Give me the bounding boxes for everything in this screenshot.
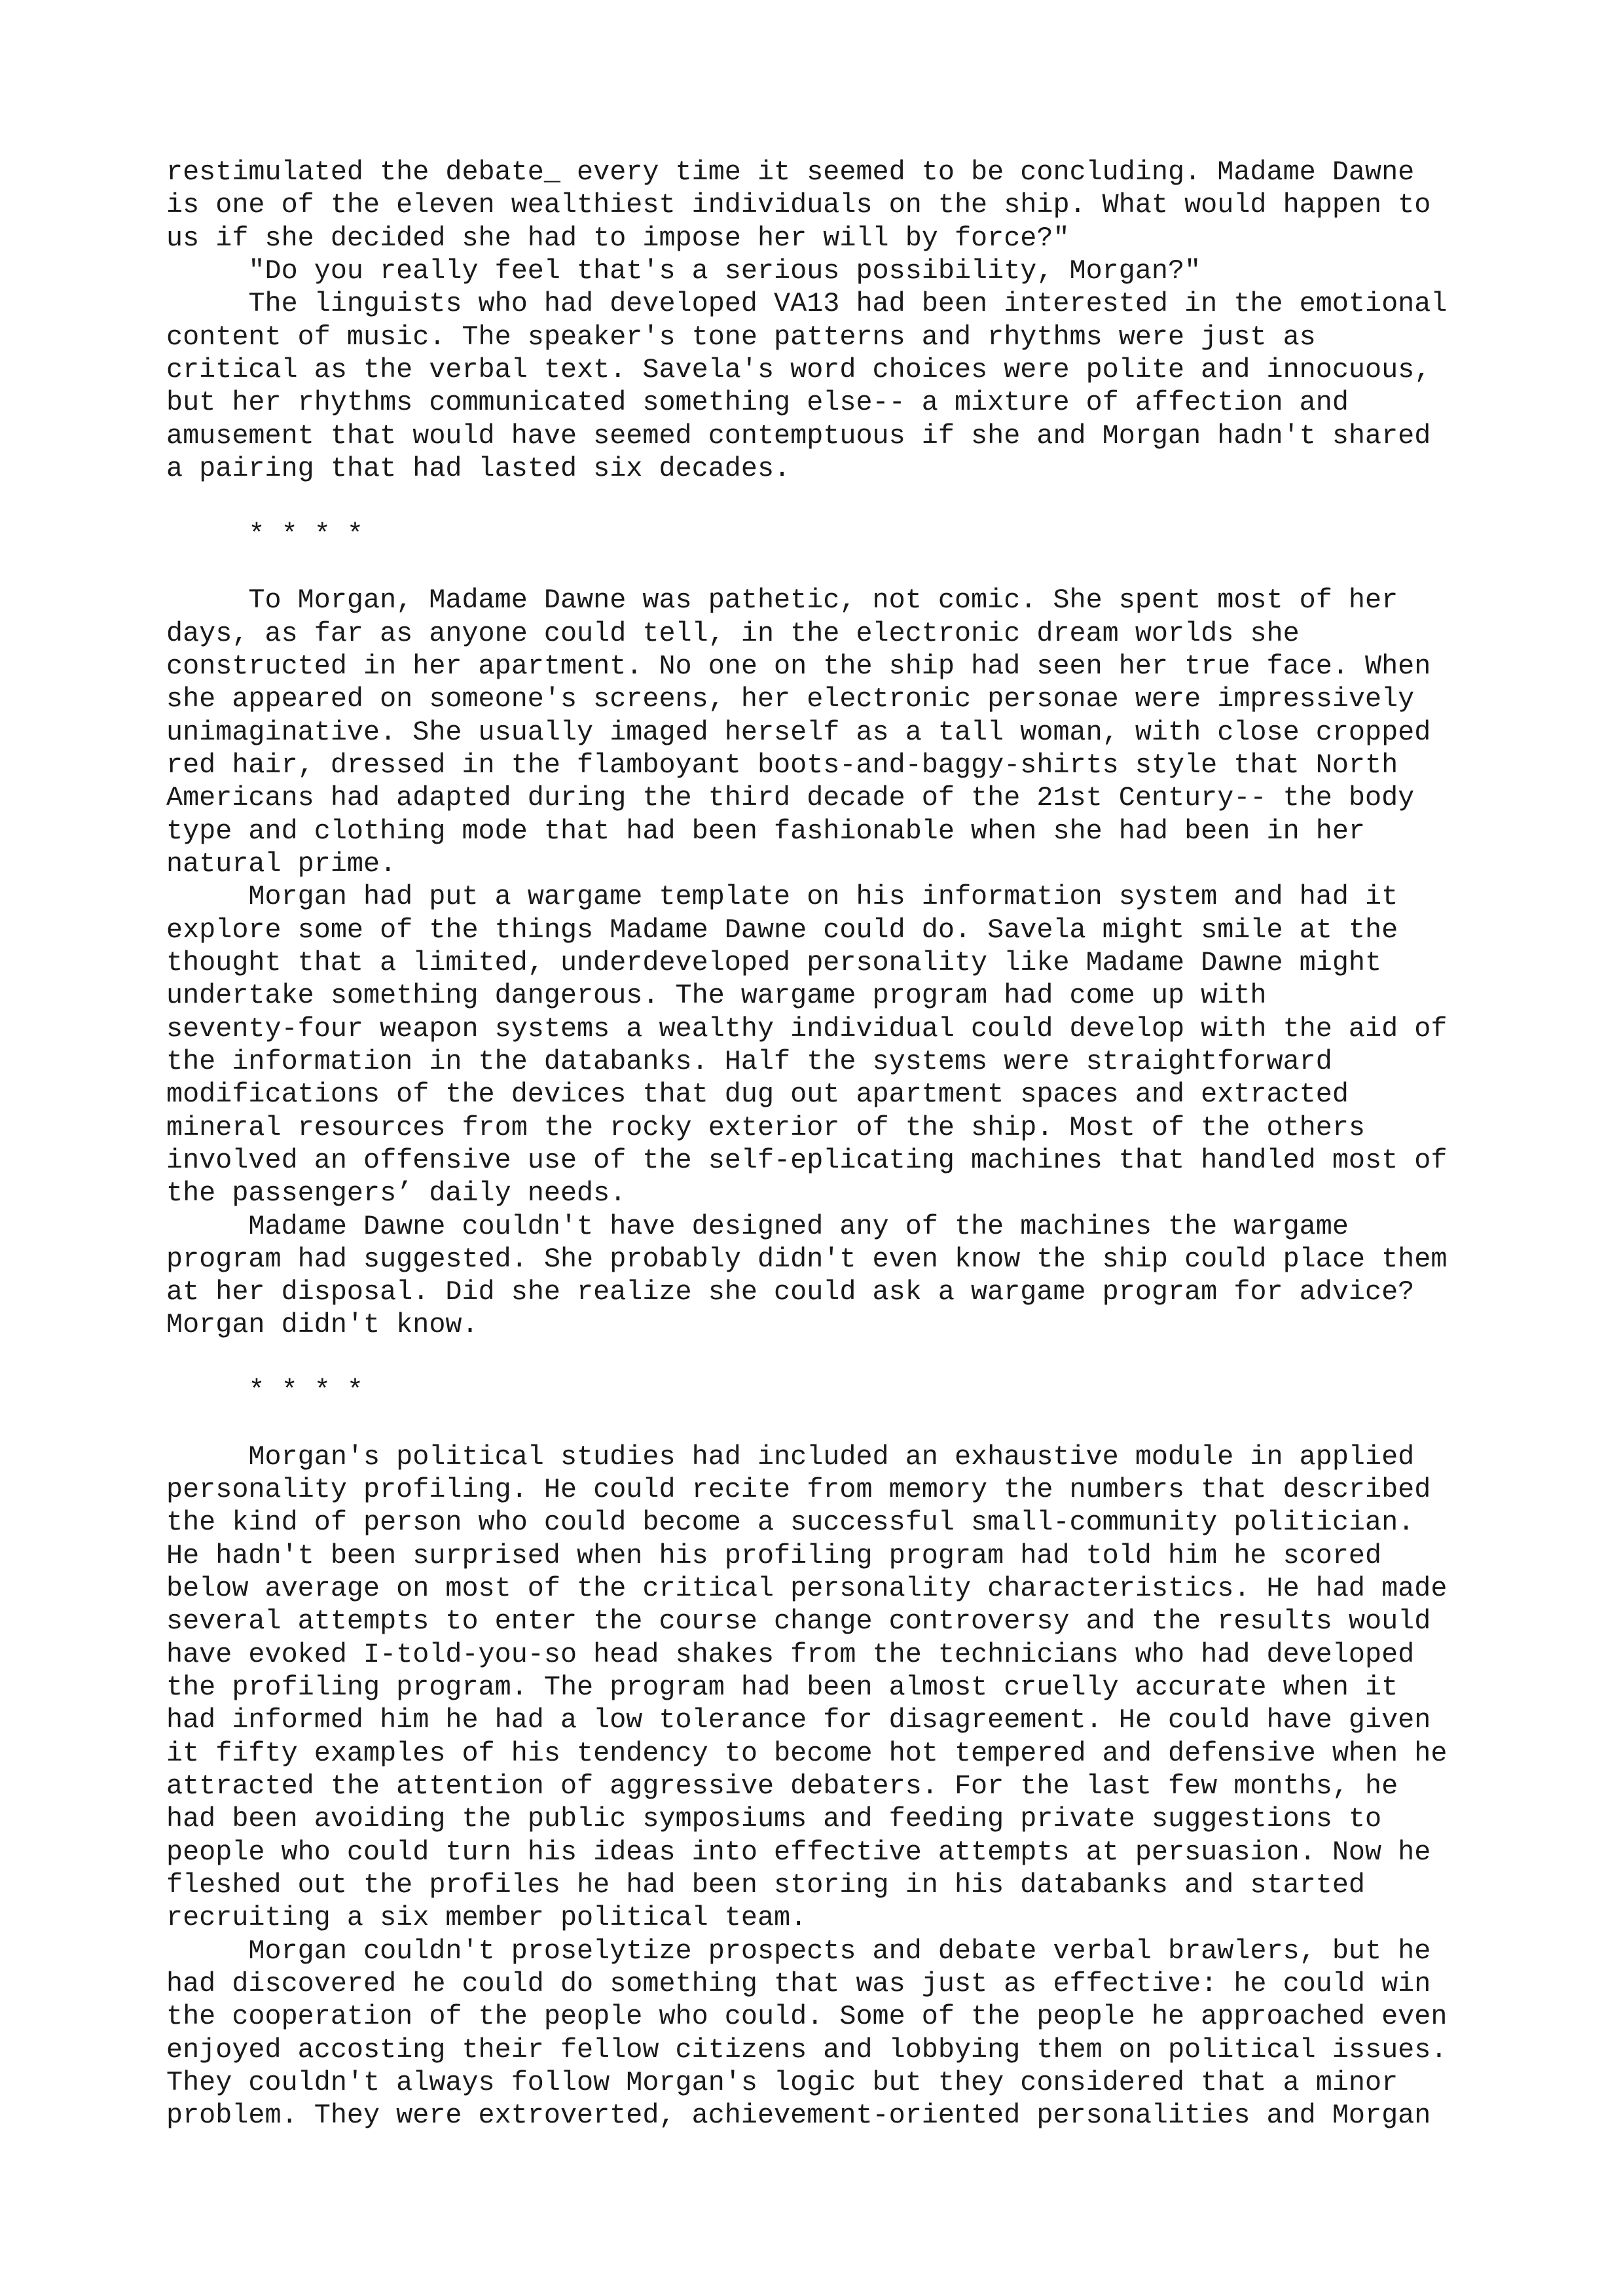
scene-break: * * * * (248, 1375, 363, 1407)
text-line: at her disposal. Did she realize she could ask a wargame program for advice? (166, 1276, 1415, 1308)
text-line: enjoyed accosting their fellow citizens and lobbying them on political issues. (166, 2034, 1448, 2066)
text-line: To Morgan, Madame Dawne was pathetic, not comic. She spent most of her (248, 584, 1398, 617)
paragraph (166, 156, 1544, 255)
text-line: thought that a limited, underdeveloped personality like Madame Dawne might (166, 946, 1382, 978)
paragraph (166, 880, 1544, 1210)
paragraph (166, 1935, 1544, 2132)
text-line: the passengers’ daily needs. (166, 1177, 627, 1210)
text-line: unimaginative. She usually imaged herself as a tall woman, with close cropped (166, 716, 1431, 748)
text-line: people who could turn his ideas into effective attempts at persuasion. Now he (166, 1836, 1431, 1868)
text-line: He hadn't been surprised when his profiling program had told him he scored (166, 1539, 1382, 1571)
text-line: Morgan had put a wargame template on his information system and had it (248, 881, 1398, 913)
text-line: the profiling program. The program had been almost cruelly accurate when it (166, 1672, 1398, 1704)
text-line: the kind of person who could become a successful small-community politician. (166, 1507, 1415, 1539)
text-line: amusement that would have seemed contemptuous if she and Morgan hadn't shared (166, 420, 1431, 452)
text-line: involved an offensive use of the self-eplicating machines that handled most of (166, 1144, 1448, 1176)
paragraph (166, 584, 1544, 880)
text-line: They couldn't always follow Morgan's logic but they considered that a minor (166, 2067, 1398, 2099)
text-line: program had suggested. She probably didn't even know the ship could place them (166, 1243, 1448, 1275)
scene-break: * * * * (248, 518, 363, 550)
text-line: explore some of the things Madame Dawne could do. Savela might smile at the (166, 914, 1398, 946)
text-line: below average on most of the critical personality characteristics. He had made (166, 1573, 1448, 1605)
text-line: a pairing that had lasted six decades. (166, 452, 791, 484)
text-line: it fifty examples of his tendency to become hot tempered and defensive when he (166, 1737, 1448, 1769)
text-line: Americans had adapted during the third decade of the 21st Century-- the body (166, 782, 1415, 814)
text-line: mineral resources from the rocky exterior of the ship. Most of the others (166, 1111, 1366, 1143)
text-line: undertake something dangerous. The wargame program had come up with (166, 980, 1267, 1012)
text-line: restimulated the debate_ every time it seemed to be concluding. Madame Dawne (166, 156, 1415, 188)
text-line: the cooperation of the people who could. Some of the people he approached even (166, 2001, 1448, 2033)
text-line: personality profiling. He could recite from memory the numbers that described (166, 1474, 1431, 1506)
text-line: had informed him he had a low tolerance for disagreement. He could have given (166, 1704, 1431, 1736)
text-line: constructed in her apartment. No one on the ship had seen her true face. When (166, 650, 1431, 682)
text-line: Morgan didn't know. (166, 1309, 479, 1341)
text-line: had discovered he could do something that was just as effective: he could win (166, 1968, 1431, 2000)
paragraph (166, 1210, 1544, 1342)
text-line: seventy-four weapon systems a wealthy individual could develop with the aid of (166, 1013, 1448, 1045)
text-line: have evoked I-told-you-so head shakes from the technicians who had developed (166, 1638, 1415, 1670)
text-line: several attempts to enter the course change controversy and the results would (166, 1605, 1431, 1638)
text-line: Morgan couldn't proselytize prospects and debate verbal brawlers, but he (248, 1935, 1431, 1967)
text-line: "Do you really feel that's a serious possibility, Morgan?" (248, 255, 1201, 287)
text-line: fleshed out the profiles he had been storing in his databanks and started (166, 1869, 1366, 1901)
paragraph (166, 1441, 1544, 1935)
text-line: attracted the attention of aggressive debaters. For the last few months, he (166, 1770, 1398, 1803)
text-line: she appeared on someone's screens, her electronic personae were impressively (166, 683, 1415, 715)
text-line: type and clothing mode that had been fashionable when she had been in her (166, 815, 1366, 847)
text-line: Madame Dawne couldn't have designed any of the machines the wargame (248, 1210, 1349, 1242)
text-line: days, as far as anyone could tell, in the electronic dream worlds she (166, 617, 1300, 649)
text-line: red hair, dressed in the flamboyant boots-and-baggy-shirts style that North (166, 749, 1398, 781)
text-line: the information in the databanks. Half the systems were straightforward (166, 1045, 1332, 1077)
text-line: content of music. The speaker's tone patterns and rhythms were just as (166, 321, 1316, 353)
text-line: modifications of the devices that dug out apartment spaces and extracted (166, 1079, 1349, 1111)
paragraph (166, 255, 1544, 287)
text-line: is one of the eleven wealthiest individuals on the ship. What would happen to (166, 189, 1431, 221)
text-line: had been avoiding the public symposiums and feeding private suggestions to (166, 1803, 1382, 1835)
text-line: but her rhythms communicated something else-- a mixture of affection and (166, 387, 1349, 419)
text-line: Morgan's political studies had included an exhaustive module in applied (248, 1441, 1415, 1473)
text-line: recruiting a six member political team. (166, 1902, 807, 1934)
text-line: critical as the verbal text. Savela's word choices were polite and innocuous, (166, 353, 1431, 386)
text-line: The linguists who had developed VA13 had been interested in the emotional (248, 288, 1448, 320)
paragraph (166, 287, 1544, 485)
text-line: natural prime. (166, 848, 397, 880)
text-line: problem. They were extroverted, achievement-oriented personalities and Morgan (166, 2100, 1431, 2132)
text-line: us if she decided she had to impose her will by force?" (166, 222, 1070, 254)
